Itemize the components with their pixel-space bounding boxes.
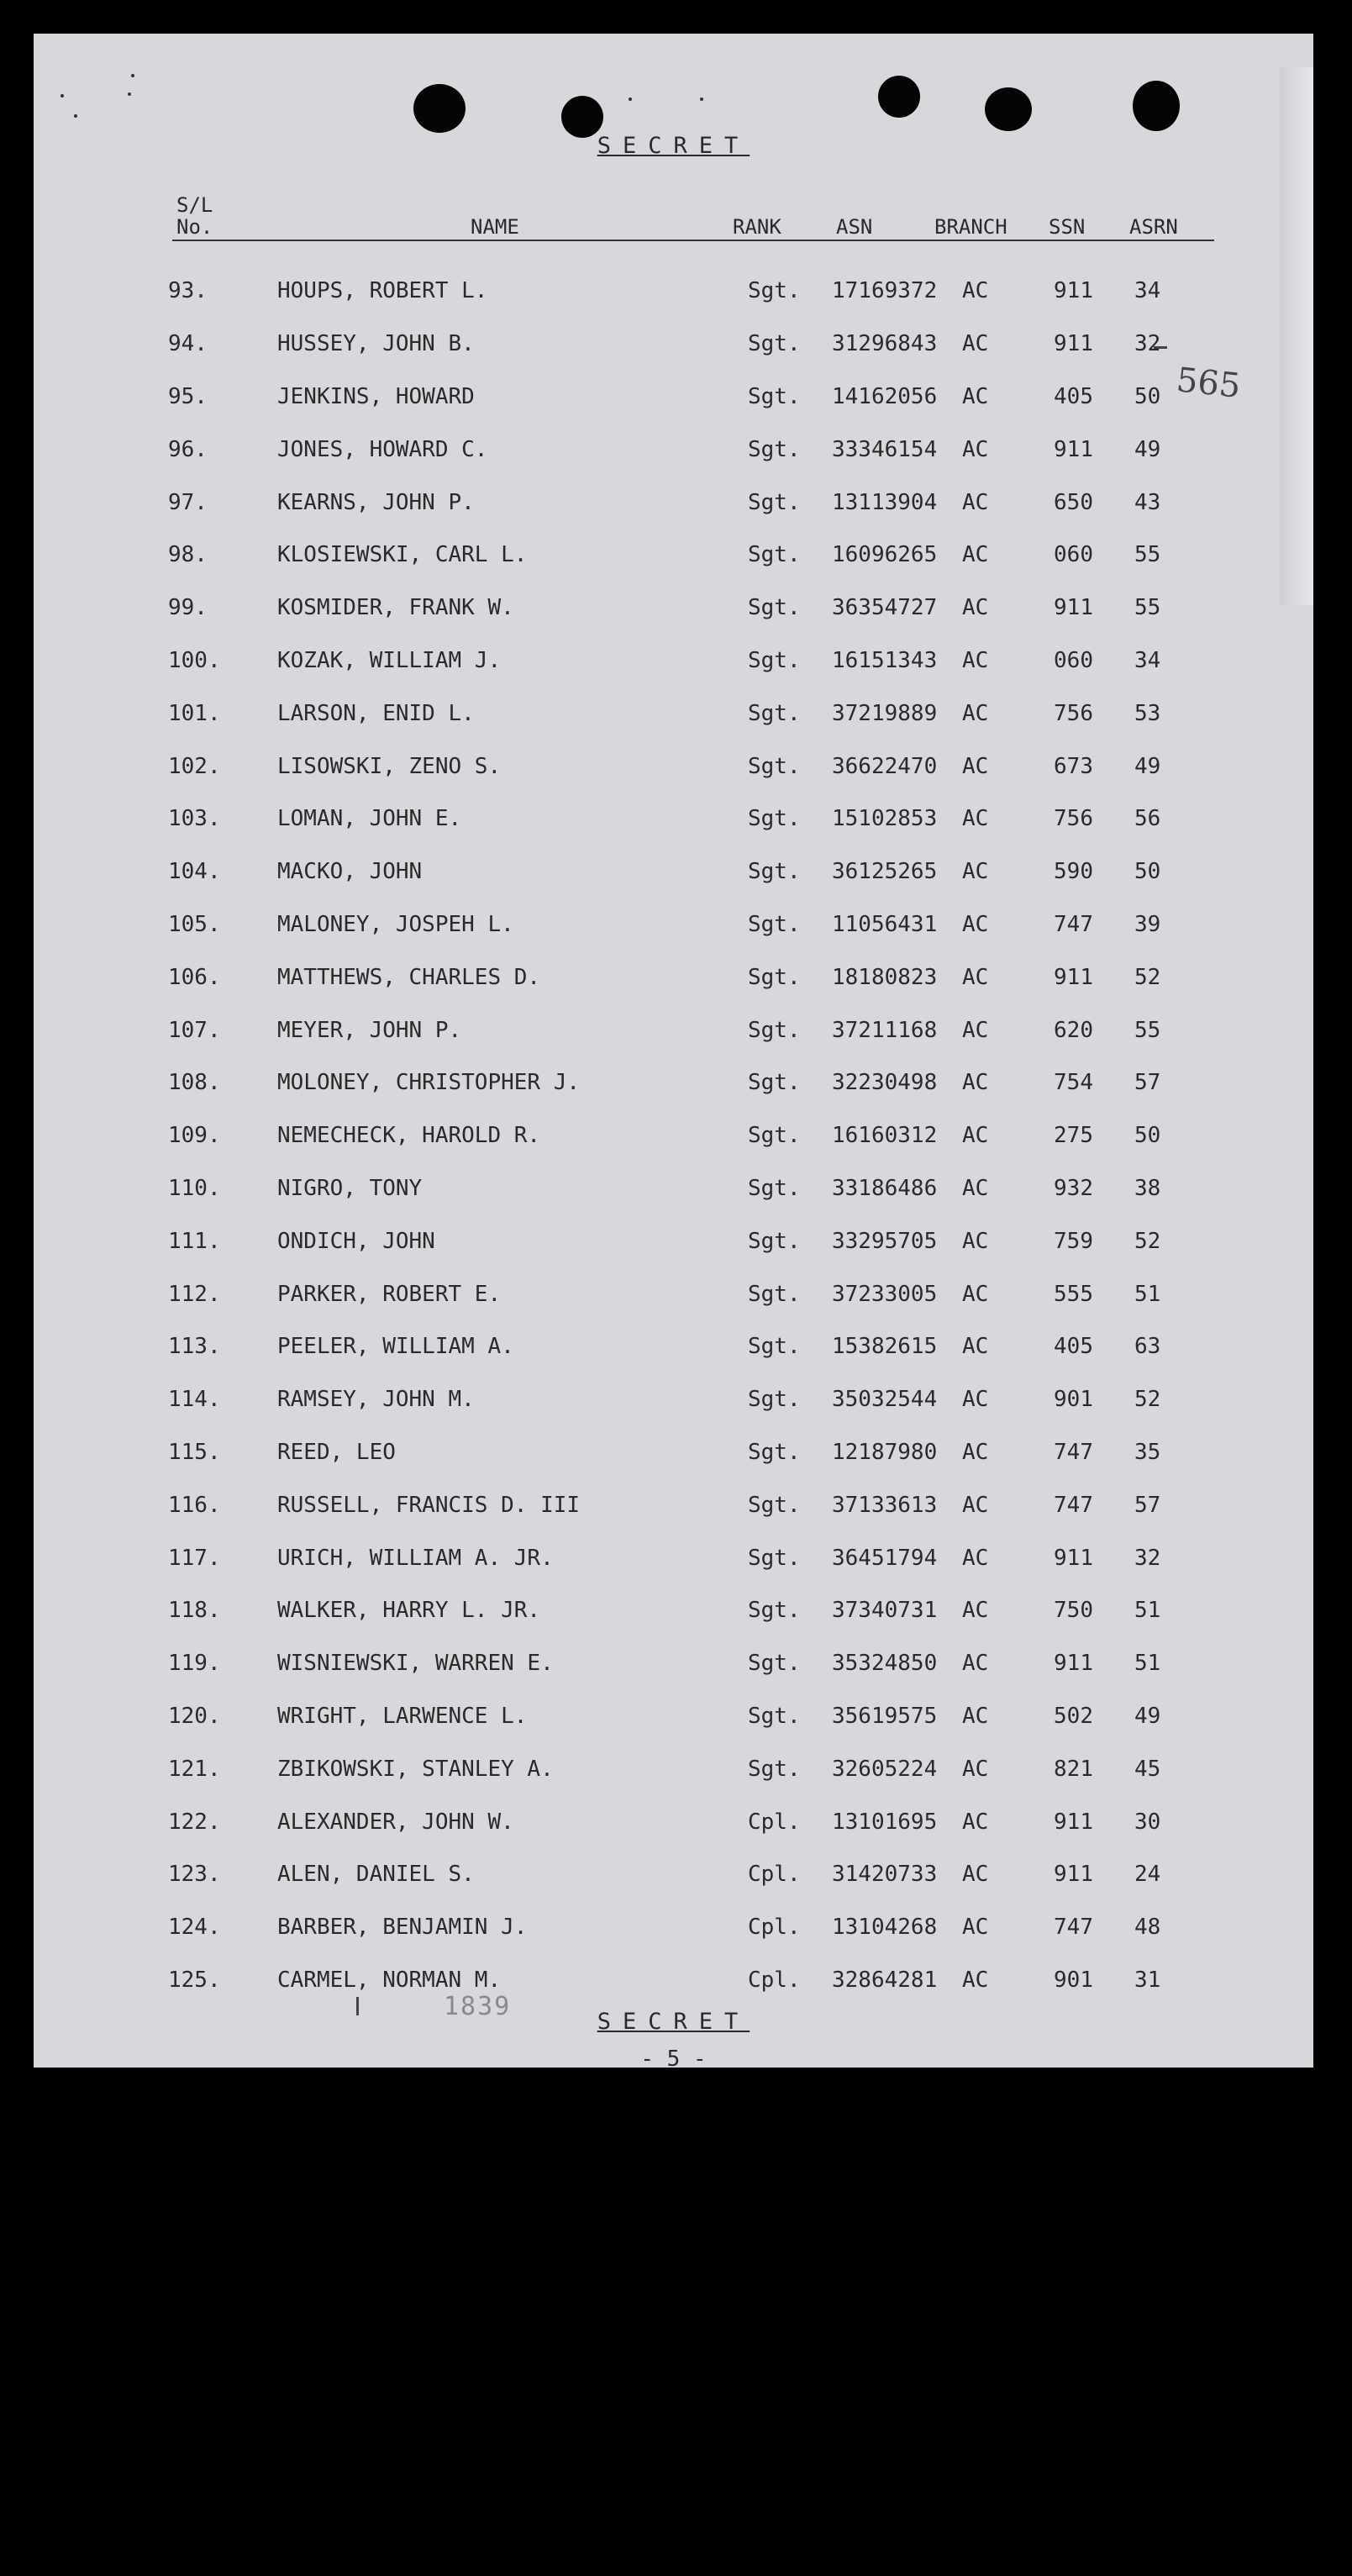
row-branch: AC bbox=[962, 1070, 989, 1096]
row-asrn: 49 bbox=[1134, 1703, 1161, 1729]
table-row bbox=[168, 1637, 1252, 1690]
table-row bbox=[168, 951, 1252, 1004]
row-ssn: 750 bbox=[1054, 1598, 1093, 1624]
row-branch: AC bbox=[962, 753, 989, 779]
row-sl-number: 103. bbox=[168, 806, 221, 832]
table-row bbox=[168, 1267, 1252, 1320]
row-branch: AC bbox=[962, 1598, 989, 1624]
row-rank: Sgt. bbox=[748, 595, 801, 621]
document-page bbox=[34, 34, 1313, 2072]
row-asrn: 32 bbox=[1134, 1545, 1161, 1571]
row-rank: Sgt. bbox=[748, 1228, 801, 1254]
row-asn: 36354727 bbox=[832, 595, 938, 621]
row-branch: AC bbox=[962, 436, 989, 462]
header-asrn: ASRN bbox=[1129, 215, 1178, 239]
row-asrn: 57 bbox=[1134, 1492, 1161, 1518]
header-rank: RANK bbox=[733, 215, 781, 239]
header-branch: BRANCH bbox=[934, 215, 1007, 239]
row-sl-number: 118. bbox=[168, 1598, 221, 1624]
row-asn: 33346154 bbox=[832, 436, 938, 462]
row-branch: AC bbox=[962, 1175, 989, 1201]
row-ssn: 911 bbox=[1054, 331, 1093, 357]
table-row bbox=[168, 1848, 1252, 1901]
row-name: KOZAK, WILLIAM J. bbox=[277, 647, 502, 673]
row-rank: Sgt. bbox=[748, 911, 801, 937]
row-asrn: 50 bbox=[1134, 859, 1161, 885]
row-name: KOSMIDER, FRANK W. bbox=[277, 595, 514, 621]
row-ssn: 060 bbox=[1054, 647, 1093, 673]
row-name: ZBIKOWSKI, STANLEY A. bbox=[277, 1756, 554, 1782]
row-ssn: 911 bbox=[1054, 1651, 1093, 1677]
table-row bbox=[168, 371, 1252, 424]
row-ssn: 673 bbox=[1054, 753, 1093, 779]
row-branch: AC bbox=[962, 1439, 989, 1465]
row-asrn: 52 bbox=[1134, 1387, 1161, 1413]
row-asrn: 30 bbox=[1134, 1809, 1161, 1835]
table-row bbox=[168, 1162, 1252, 1215]
row-rank: Sgt. bbox=[748, 1492, 801, 1518]
row-ssn: 650 bbox=[1054, 489, 1093, 515]
row-name: MATTHEWS, CHARLES D. bbox=[277, 964, 541, 990]
row-name: LARSON, ENID L. bbox=[277, 700, 475, 726]
row-ssn: 911 bbox=[1054, 595, 1093, 621]
row-rank: Sgt. bbox=[748, 1756, 801, 1782]
row-sl-number: 100. bbox=[168, 647, 221, 673]
row-ssn: 756 bbox=[1054, 806, 1093, 832]
row-sl-number: 122. bbox=[168, 1809, 221, 1835]
row-asrn: 45 bbox=[1134, 1756, 1161, 1782]
row-asn: 16160312 bbox=[832, 1123, 938, 1149]
row-sl-number: 99. bbox=[168, 595, 208, 621]
row-asn: 31296843 bbox=[832, 331, 938, 357]
row-asrn: 39 bbox=[1134, 911, 1161, 937]
row-asn: 33186486 bbox=[832, 1175, 938, 1201]
row-asn: 36451794 bbox=[832, 1545, 938, 1571]
row-branch: AC bbox=[962, 1756, 989, 1782]
row-branch: AC bbox=[962, 1809, 989, 1835]
row-ssn: 911 bbox=[1054, 964, 1093, 990]
paper-speck bbox=[700, 97, 703, 101]
row-sl-number: 125. bbox=[168, 1967, 221, 1993]
header-no: No. bbox=[176, 215, 213, 239]
row-asn: 37219889 bbox=[832, 700, 938, 726]
row-name: WRIGHT, LARWENCE L. bbox=[277, 1703, 528, 1729]
row-asn: 12187980 bbox=[832, 1439, 938, 1465]
row-asn: 18180823 bbox=[832, 964, 938, 990]
row-asrn: 38 bbox=[1134, 1175, 1161, 1201]
row-name: NIGRO, TONY bbox=[277, 1175, 423, 1201]
row-sl-number: 121. bbox=[168, 1756, 221, 1782]
row-rank: Sgt. bbox=[748, 542, 801, 568]
personnel-table bbox=[168, 265, 1252, 2006]
row-rank: Sgt. bbox=[748, 1703, 801, 1729]
row-asrn: 50 bbox=[1134, 383, 1161, 409]
row-asrn: 48 bbox=[1134, 1915, 1161, 1941]
row-asrn: 32 bbox=[1134, 331, 1161, 357]
row-rank: Sgt. bbox=[748, 1123, 801, 1149]
row-name: MOLONEY, CHRISTOPHER J. bbox=[277, 1070, 581, 1096]
row-sl-number: 119. bbox=[168, 1651, 221, 1677]
row-name: HUSSEY, JOHN B. bbox=[277, 331, 475, 357]
row-ssn: 932 bbox=[1054, 1175, 1093, 1201]
row-asrn: 51 bbox=[1134, 1598, 1161, 1624]
row-sl-number: 106. bbox=[168, 964, 221, 990]
row-asn: 32230498 bbox=[832, 1070, 938, 1096]
table-row bbox=[168, 635, 1252, 687]
row-asn: 35619575 bbox=[832, 1703, 938, 1729]
paper-speck bbox=[128, 92, 131, 96]
row-branch: AC bbox=[962, 1334, 989, 1360]
row-ssn: 555 bbox=[1054, 1281, 1093, 1307]
row-sl-number: 116. bbox=[168, 1492, 221, 1518]
paper-speck bbox=[60, 94, 64, 97]
row-rank: Sgt. bbox=[748, 964, 801, 990]
row-branch: AC bbox=[962, 1967, 989, 1993]
table-row bbox=[168, 1795, 1252, 1848]
table-row bbox=[168, 740, 1252, 793]
table-row bbox=[168, 423, 1252, 476]
table-row bbox=[168, 265, 1252, 318]
row-asn: 37133613 bbox=[832, 1492, 938, 1518]
row-rank: Sgt. bbox=[748, 436, 801, 462]
punch-hole bbox=[561, 96, 603, 138]
table-row bbox=[168, 582, 1252, 635]
header-underline bbox=[172, 240, 1214, 241]
row-rank: Sgt. bbox=[748, 806, 801, 832]
row-asn: 15102853 bbox=[832, 806, 938, 832]
row-sl-number: 96. bbox=[168, 436, 208, 462]
paper-speck bbox=[74, 114, 77, 118]
row-ssn: 901 bbox=[1054, 1387, 1093, 1413]
table-row bbox=[168, 1690, 1252, 1743]
row-ssn: 275 bbox=[1054, 1123, 1093, 1149]
row-asn: 33295705 bbox=[832, 1228, 938, 1254]
paper-speck bbox=[131, 74, 134, 77]
row-asn: 11056431 bbox=[832, 911, 938, 937]
row-ssn: 747 bbox=[1054, 1439, 1093, 1465]
row-asrn: 35 bbox=[1134, 1439, 1161, 1465]
row-asrn: 49 bbox=[1134, 753, 1161, 779]
row-rank: Cpl. bbox=[748, 1862, 801, 1888]
row-branch: AC bbox=[962, 542, 989, 568]
row-name: MACKO, JOHN bbox=[277, 859, 423, 885]
row-sl-number: 123. bbox=[168, 1862, 221, 1888]
row-rank: Sgt. bbox=[748, 1017, 801, 1043]
row-branch: AC bbox=[962, 383, 989, 409]
row-name: LISOWSKI, ZENO S. bbox=[277, 753, 502, 779]
row-branch: AC bbox=[962, 806, 989, 832]
row-name: NEMECHECK, HAROLD R. bbox=[277, 1123, 541, 1149]
row-name: URICH, WILLIAM A. JR. bbox=[277, 1545, 554, 1571]
row-asn: 16151343 bbox=[832, 647, 938, 673]
row-name: PARKER, ROBERT E. bbox=[277, 1281, 502, 1307]
row-asrn: 24 bbox=[1134, 1862, 1161, 1888]
row-sl-number: 105. bbox=[168, 911, 221, 937]
row-name: BARBER, BENJAMIN J. bbox=[277, 1915, 528, 1941]
row-ssn: 060 bbox=[1054, 542, 1093, 568]
classification-footer: SECRET bbox=[597, 2009, 750, 2035]
row-asn: 17169372 bbox=[832, 278, 938, 304]
row-branch: AC bbox=[962, 1703, 989, 1729]
row-rank: Sgt. bbox=[748, 1070, 801, 1096]
row-name: JENKINS, HOWARD bbox=[277, 383, 475, 409]
row-asrn: 55 bbox=[1134, 595, 1161, 621]
row-asrn: 49 bbox=[1134, 436, 1161, 462]
row-branch: AC bbox=[962, 595, 989, 621]
row-rank: Sgt. bbox=[748, 1334, 801, 1360]
row-rank: Cpl. bbox=[748, 1915, 801, 1941]
punch-hole bbox=[1133, 81, 1180, 131]
table-row bbox=[168, 1478, 1252, 1531]
row-asrn: 31 bbox=[1134, 1967, 1161, 1993]
row-branch: AC bbox=[962, 1862, 989, 1888]
row-asrn: 51 bbox=[1134, 1651, 1161, 1677]
table-row bbox=[168, 529, 1252, 582]
table-row bbox=[168, 1954, 1252, 2007]
row-rank: Sgt. bbox=[748, 489, 801, 515]
row-name: JONES, HOWARD C. bbox=[277, 436, 488, 462]
row-sl-number: 117. bbox=[168, 1545, 221, 1571]
table-row bbox=[168, 1214, 1252, 1267]
row-ssn: 502 bbox=[1054, 1703, 1093, 1729]
table-row bbox=[168, 687, 1252, 740]
punch-hole bbox=[985, 87, 1032, 131]
row-asrn: 55 bbox=[1134, 542, 1161, 568]
row-sl-number: 95. bbox=[168, 383, 208, 409]
row-branch: AC bbox=[962, 911, 989, 937]
header-name: NAME bbox=[471, 215, 519, 239]
table-row bbox=[168, 1901, 1252, 1954]
row-asn: 35032544 bbox=[832, 1387, 938, 1413]
row-name: LOMAN, JOHN E. bbox=[277, 806, 462, 832]
row-asn: 13113904 bbox=[832, 489, 938, 515]
table-row bbox=[168, 1426, 1252, 1479]
header-sl: S/L bbox=[176, 193, 213, 217]
table-row bbox=[168, 1109, 1252, 1162]
row-branch: AC bbox=[962, 859, 989, 885]
row-sl-number: 108. bbox=[168, 1070, 221, 1096]
row-ssn: 754 bbox=[1054, 1070, 1093, 1096]
row-branch: AC bbox=[962, 489, 989, 515]
row-name: WISNIEWSKI, WARREN E. bbox=[277, 1651, 554, 1677]
table-row bbox=[168, 1742, 1252, 1795]
row-asn: 35324850 bbox=[832, 1651, 938, 1677]
row-name: CARMEL, NORMAN M. bbox=[277, 1967, 502, 1993]
table-row bbox=[168, 898, 1252, 951]
personnel-table-body bbox=[168, 265, 1252, 2006]
row-name: PEELER, WILLIAM A. bbox=[277, 1334, 514, 1360]
row-rank: Sgt. bbox=[748, 1387, 801, 1413]
table-row bbox=[168, 476, 1252, 529]
row-name: ONDICH, JOHN bbox=[277, 1228, 435, 1254]
row-name: ALEN, DANIEL S. bbox=[277, 1862, 475, 1888]
header-asn: ASN bbox=[836, 215, 873, 239]
page-number: - 5 - bbox=[640, 2047, 707, 2072]
row-asrn: 50 bbox=[1134, 1123, 1161, 1149]
row-branch: AC bbox=[962, 1492, 989, 1518]
row-name: WALKER, HARRY L. JR. bbox=[277, 1598, 541, 1624]
row-branch: AC bbox=[962, 1545, 989, 1571]
handwritten-page-note: 565 bbox=[1174, 361, 1243, 406]
row-rank: Sgt. bbox=[748, 1175, 801, 1201]
row-rank: Sgt. bbox=[748, 1598, 801, 1624]
row-asn: 37340731 bbox=[832, 1598, 938, 1624]
row-asn: 13104268 bbox=[832, 1915, 938, 1941]
row-sl-number: 97. bbox=[168, 489, 208, 515]
row-ssn: 405 bbox=[1054, 383, 1093, 409]
row-rank: Sgt. bbox=[748, 1651, 801, 1677]
row-asrn: 55 bbox=[1134, 1017, 1161, 1043]
row-sl-number: 115. bbox=[168, 1439, 221, 1465]
row-branch: AC bbox=[962, 278, 989, 304]
row-ssn: 620 bbox=[1054, 1017, 1093, 1043]
row-asn: 16096265 bbox=[832, 542, 938, 568]
row-asn: 32864281 bbox=[832, 1967, 938, 1993]
row-ssn: 747 bbox=[1054, 1492, 1093, 1518]
row-rank: Sgt. bbox=[748, 278, 801, 304]
row-asn: 37211168 bbox=[832, 1017, 938, 1043]
row-asrn: 57 bbox=[1134, 1070, 1161, 1096]
row-branch: AC bbox=[962, 331, 989, 357]
row-rank: Sgt. bbox=[748, 647, 801, 673]
row-asn: 32605224 bbox=[832, 1756, 938, 1782]
row-rank: Sgt. bbox=[748, 1281, 801, 1307]
row-sl-number: 120. bbox=[168, 1703, 221, 1729]
row-sl-number: 109. bbox=[168, 1123, 221, 1149]
row-rank: Sgt. bbox=[748, 700, 801, 726]
table-row bbox=[168, 1373, 1252, 1426]
row-asrn: 53 bbox=[1134, 700, 1161, 726]
row-asn: 36622470 bbox=[832, 753, 938, 779]
header-ssn: SSN bbox=[1049, 215, 1086, 239]
row-rank: Sgt. bbox=[748, 1439, 801, 1465]
row-ssn: 756 bbox=[1054, 700, 1093, 726]
row-rank: Sgt. bbox=[748, 383, 801, 409]
row-sl-number: 112. bbox=[168, 1281, 221, 1307]
table-row bbox=[168, 845, 1252, 898]
row-asn: 36125265 bbox=[832, 859, 938, 885]
row-branch: AC bbox=[962, 964, 989, 990]
table-row bbox=[168, 1320, 1252, 1373]
row-ssn: 911 bbox=[1054, 1862, 1093, 1888]
row-name: MALONEY, JOSPEH L. bbox=[277, 911, 514, 937]
table-row bbox=[168, 793, 1252, 845]
row-ssn: 911 bbox=[1054, 1545, 1093, 1571]
row-rank: Cpl. bbox=[748, 1967, 801, 1993]
row-ssn: 911 bbox=[1054, 436, 1093, 462]
row-branch: AC bbox=[962, 1915, 989, 1941]
row-ssn: 911 bbox=[1054, 278, 1093, 304]
row-sl-number: 104. bbox=[168, 859, 221, 885]
row-branch: AC bbox=[962, 1017, 989, 1043]
row-asrn: 43 bbox=[1134, 489, 1161, 515]
row-name: RAMSEY, JOHN M. bbox=[277, 1387, 475, 1413]
row-asrn: 34 bbox=[1134, 278, 1161, 304]
row-asn: 31420733 bbox=[832, 1862, 938, 1888]
punch-hole bbox=[413, 84, 466, 133]
row-name: KEARNS, JOHN P. bbox=[277, 489, 475, 515]
row-sl-number: 102. bbox=[168, 753, 221, 779]
paper-speck bbox=[629, 97, 632, 101]
row-asn: 13101695 bbox=[832, 1809, 938, 1835]
stamped-number: 1839 bbox=[444, 1992, 512, 2021]
row-ssn: 911 bbox=[1054, 1809, 1093, 1835]
row-name: MEYER, JOHN P. bbox=[277, 1017, 462, 1043]
row-asrn: 56 bbox=[1134, 806, 1161, 832]
row-sl-number: 98. bbox=[168, 542, 208, 568]
table-row bbox=[168, 1531, 1252, 1584]
row-asrn: 34 bbox=[1134, 647, 1161, 673]
row-asrn: 52 bbox=[1134, 1228, 1161, 1254]
row-ssn: 901 bbox=[1054, 1967, 1093, 1993]
row-sl-number: 110. bbox=[168, 1175, 221, 1201]
row-asn: 14162056 bbox=[832, 383, 938, 409]
row-asrn: 52 bbox=[1134, 964, 1161, 990]
row-rank: Sgt. bbox=[748, 1545, 801, 1571]
row-name: RUSSELL, FRANCIS D. III bbox=[277, 1492, 581, 1518]
row-sl-number: 124. bbox=[168, 1915, 221, 1941]
row-sl-number: 93. bbox=[168, 278, 208, 304]
classification-header: SECRET bbox=[597, 133, 750, 159]
row-asrn: 63 bbox=[1134, 1334, 1161, 1360]
row-ssn: 590 bbox=[1054, 859, 1093, 885]
row-branch: AC bbox=[962, 1228, 989, 1254]
table-row bbox=[168, 1056, 1252, 1109]
row-name: KLOSIEWSKI, CARL L. bbox=[277, 542, 528, 568]
row-rank: Cpl. bbox=[748, 1809, 801, 1835]
row-branch: AC bbox=[962, 1651, 989, 1677]
row-name: REED, LEO bbox=[277, 1439, 396, 1465]
table-row bbox=[168, 1584, 1252, 1637]
row-sl-number: 113. bbox=[168, 1334, 221, 1360]
row-name: HOUPS, ROBERT L. bbox=[277, 278, 488, 304]
row-ssn: 821 bbox=[1054, 1756, 1093, 1782]
punch-hole bbox=[878, 76, 920, 118]
row-ssn: 405 bbox=[1054, 1334, 1093, 1360]
table-row bbox=[168, 1004, 1252, 1056]
row-asn: 37233005 bbox=[832, 1281, 938, 1307]
row-sl-number: 101. bbox=[168, 700, 221, 726]
row-ssn: 747 bbox=[1054, 1915, 1093, 1941]
row-asn: 15382615 bbox=[832, 1334, 938, 1360]
row-branch: AC bbox=[962, 1387, 989, 1413]
row-branch: AC bbox=[962, 1281, 989, 1307]
row-rank: Sgt. bbox=[748, 753, 801, 779]
row-name: ALEXANDER, JOHN W. bbox=[277, 1809, 514, 1835]
row-ssn: 759 bbox=[1054, 1228, 1093, 1254]
table-row bbox=[168, 318, 1252, 371]
row-branch: AC bbox=[962, 700, 989, 726]
row-branch: AC bbox=[962, 647, 989, 673]
row-branch: AC bbox=[962, 1123, 989, 1149]
row-asrn: 51 bbox=[1134, 1281, 1161, 1307]
row-sl-number: 107. bbox=[168, 1017, 221, 1043]
row-sl-number: 111. bbox=[168, 1228, 221, 1254]
row-rank: Sgt. bbox=[748, 331, 801, 357]
row-sl-number: 114. bbox=[168, 1387, 221, 1413]
row-rank: Sgt. bbox=[748, 859, 801, 885]
row-ssn: 747 bbox=[1054, 911, 1093, 937]
row-sl-number: 94. bbox=[168, 331, 208, 357]
